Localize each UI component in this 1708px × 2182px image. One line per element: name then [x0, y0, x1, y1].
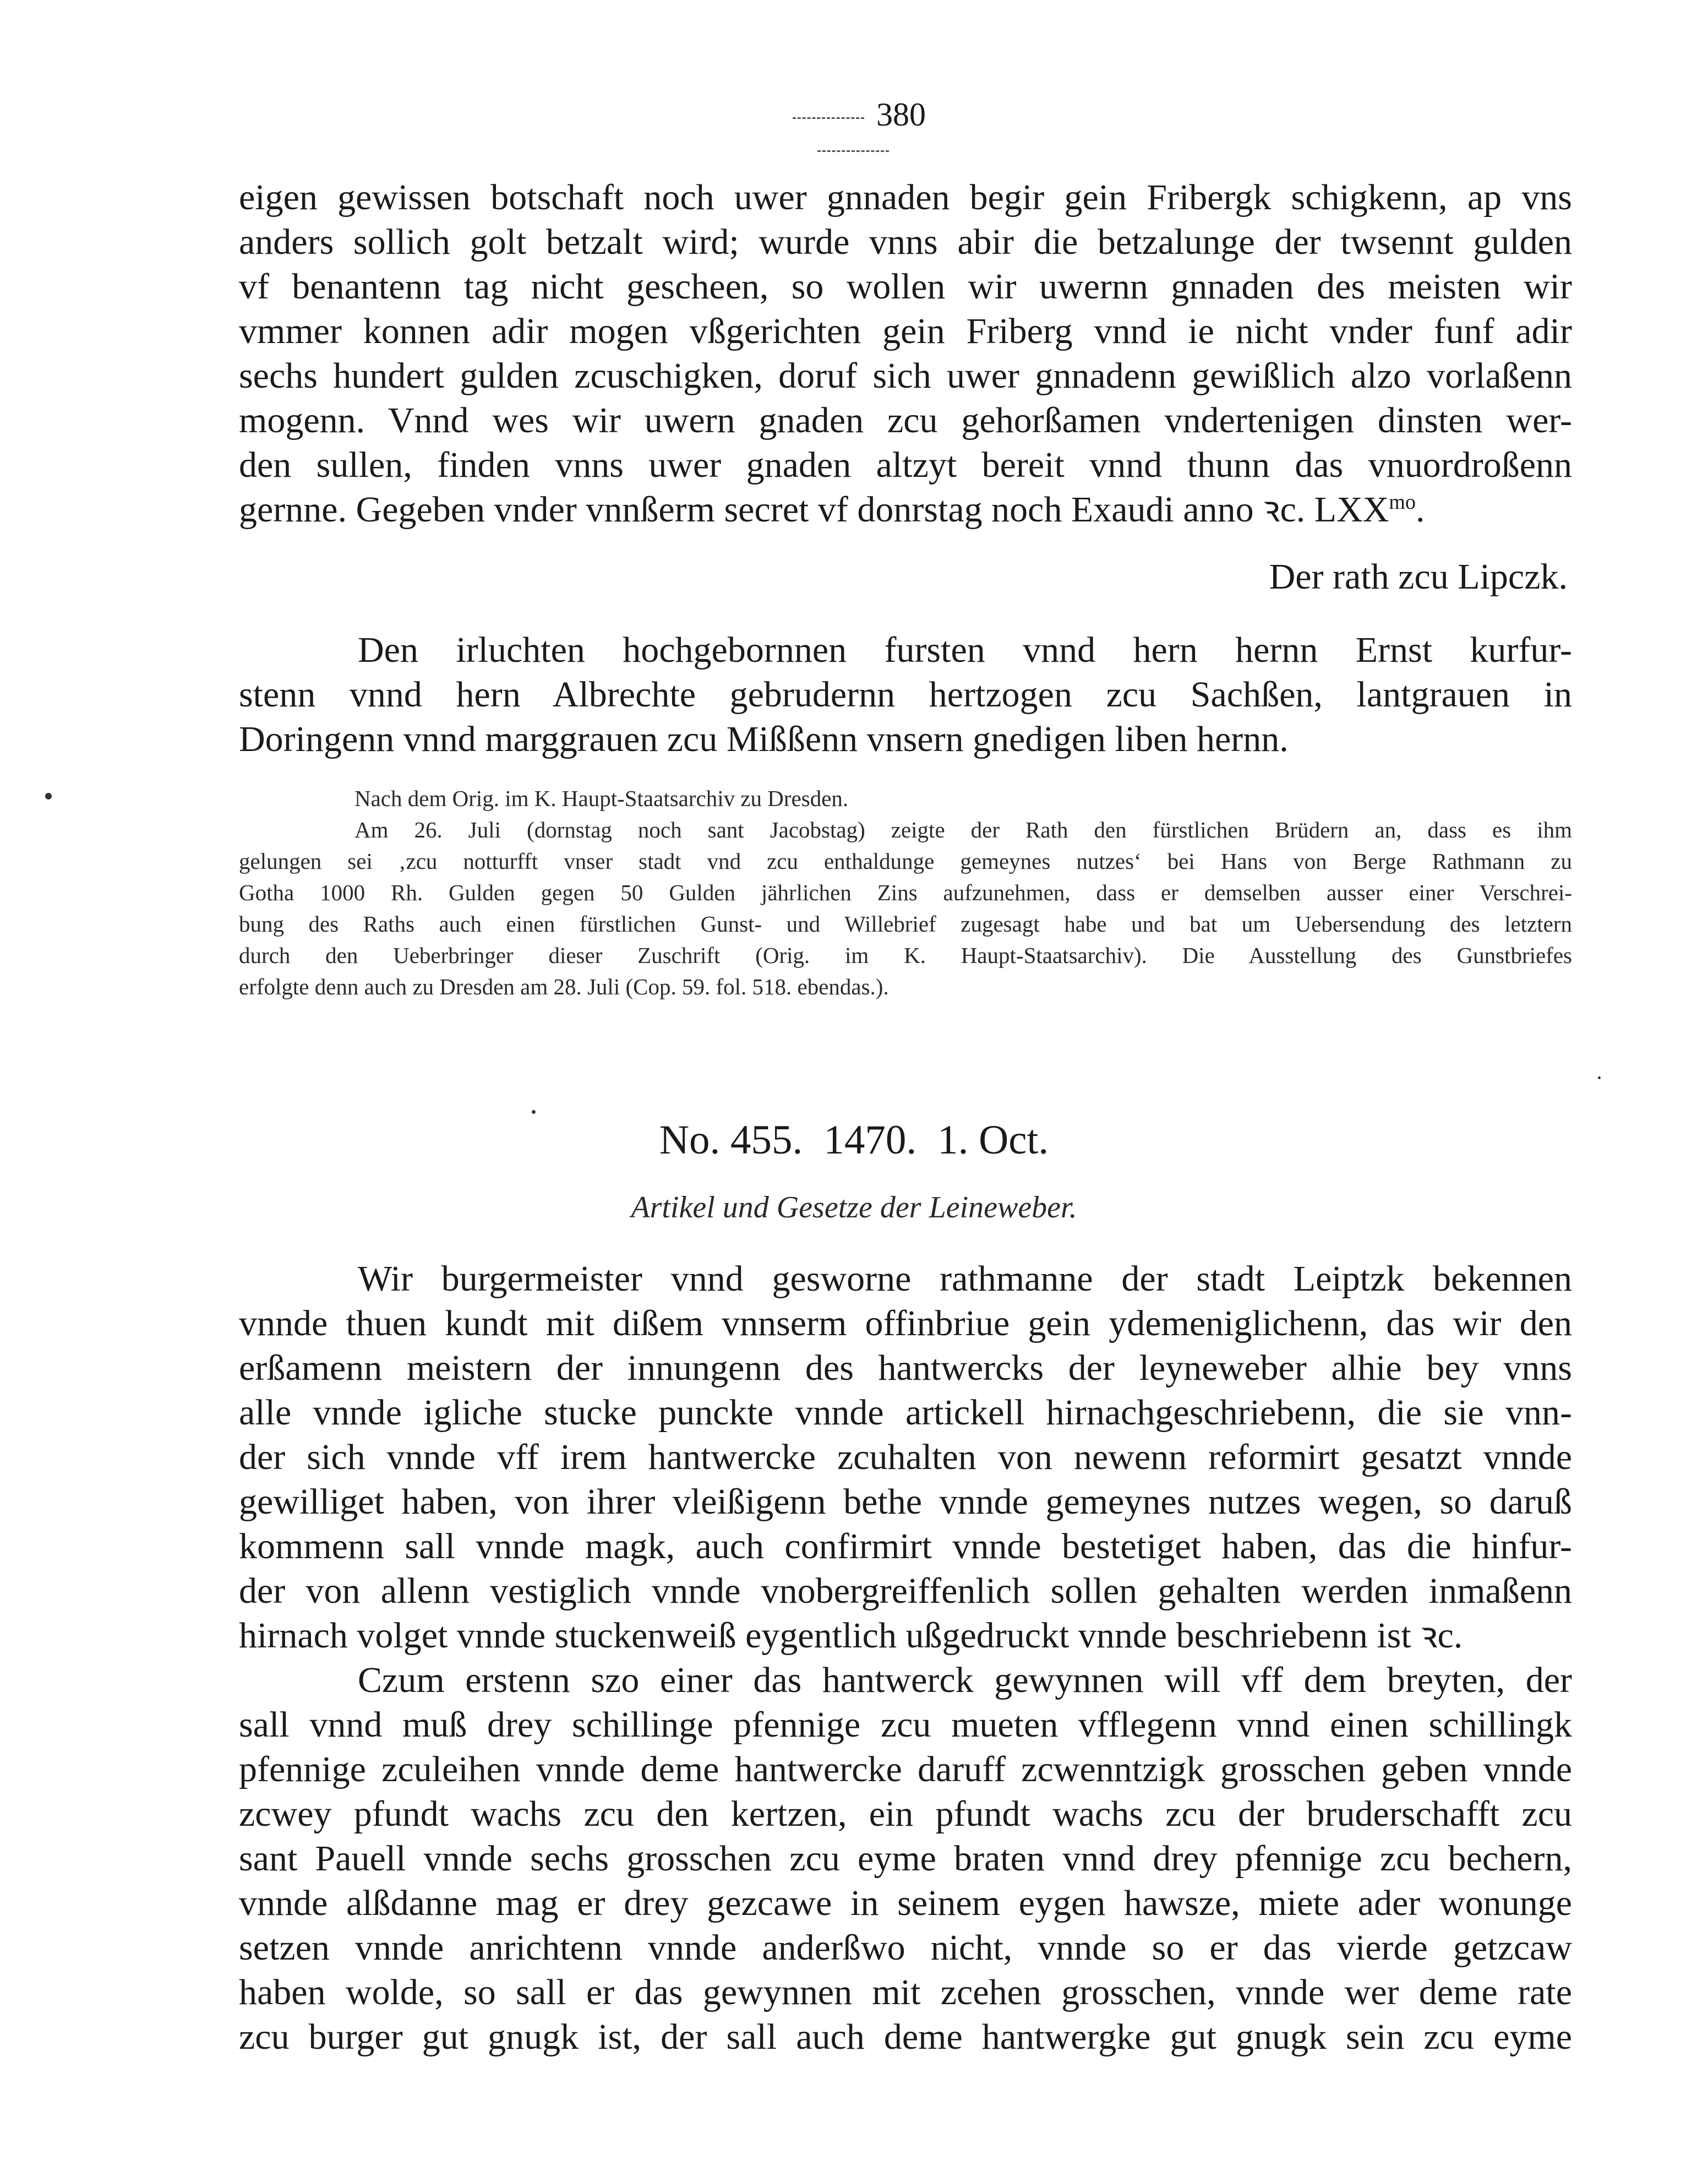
- paragraph-line: vnnde thuen kundt mit dißem vnnserm offinbriue gein ydemeniglichenn, das wir den: [239, 1303, 1572, 1343]
- paragraph-line: alle vnnde igliche stucke punckte vnnde artickell hirnachgeschriebenn, die sie vnn-: [239, 1392, 1572, 1433]
- document-date: 1. Oct.: [937, 1117, 1049, 1163]
- superscript: mo: [1389, 491, 1416, 514]
- letter-line: anders sollich golt betzalt wird; wurde vnns abir die betzalunge der twsennt gulden: [239, 222, 1572, 262]
- paragraph-line: zcwey pfundt wachs zcu den kertzen, ein pfundt wachs zcu der bruderschafft zcu: [239, 1794, 1572, 1834]
- note-line: bung des Raths auch einen fürstlichen Gunst- und Willebrief zugesagt habe und bat um Uebersendung des letztern: [239, 911, 1572, 937]
- paragraph-line: setzen vnnde anrichtenn vnnde anderßwo nicht, vnnde so er das vierde getzcaw: [239, 1928, 1572, 1968]
- scan-speck: [45, 793, 52, 799]
- source-line: Nach dem Orig. im K. Haupt-Staatsarchiv zu Dresden.: [354, 786, 849, 811]
- paragraph-line: erßamenn meistern der innungenn des hantwercks der leyneweber alhie bey vnns: [239, 1348, 1572, 1388]
- paragraph-line: Wir burgermeister vnnd gesworne rathmanne der stadt Leiptzk bekennen: [358, 1259, 1572, 1299]
- paragraph-line: haben wolde, so sall er das gewynnen mit zcehen grosschen, vnnde wer deme rate: [239, 1972, 1572, 2012]
- paragraph-line: der von allenn vestiglich vnnde vnobergreiffenlich sollen gehalten werden inmaßenn: [239, 1571, 1572, 1611]
- document-subtitle: Artikel und Gesetze der Leineweber.: [631, 1190, 1077, 1225]
- paragraph-line: Czum erstenn szo einer das hantwerck gewynnen will vff dem breyten, der: [358, 1660, 1572, 1700]
- letter-line: sechs hundert gulden zcuschigken, doruf sich uwer gnnadenn gewißlich alzo vorlaßenn: [239, 356, 1572, 396]
- document-heading: [0, 1119, 1708, 1161]
- paragraph-line: pfennige zculeihen vnnde deme hantwercke daruff zcwenntzigk grosschen geben vnnde: [239, 1749, 1572, 1789]
- letter-last-line-end: .: [1415, 489, 1425, 530]
- document-number: No. 455.: [659, 1117, 803, 1163]
- document-paragraph-1: [239, 1256, 1572, 1658]
- ornament-rule-left: [793, 117, 864, 119]
- paragraph-line: zcu burger gut gnugk ist, der sall auch deme hantwergke gut gnugk sein zcu eyme: [239, 2017, 1572, 2057]
- paragraph-line: kommenn sall vnnde magk, auch confirmirt vnnde bestetiget haben, das die hinfur-: [239, 1526, 1572, 1566]
- page-number-text: 380: [876, 96, 926, 133]
- scan-speck: [1598, 1076, 1601, 1079]
- letter-line: eigen gewissen botschaft noch uwer gnnaden begir gein Fribergk schigkenn, ap vns: [239, 177, 1572, 217]
- note-line: erfolgte denn auch zu Dresden am 28. Juli (Cop. 59. fol. 518. ebendas.).: [239, 974, 889, 999]
- note-line: Am 26. Juli (dornstag noch sant Jacobstag) zeigte der Rath den fürstlichen Brüdern an, dass es ihm: [354, 817, 1572, 842]
- note-line: Gotha 1000 Rh. Gulden gegen 50 Gulden jährlichen Zins aufzunehmen, dass er demselben ausser einer Verschrei-: [239, 880, 1572, 905]
- note-line: durch den Ueberbringer dieser Zuschrift (Orig. im K. Haupt-Staatsarchiv). Die Ausstellung des Gunstbriefes: [239, 943, 1572, 968]
- paragraph-line: gewilliget haben, von ihrer vleißigenn bethe vnnde gemeynes nutzes wegen, so daruß: [239, 1482, 1572, 1522]
- paragraph-line: der sich vnnde vff irem hantwercke zcuhalten von newenn reformirt gesatzt vnnde: [239, 1437, 1572, 1477]
- address-line: Doringenn vnnd marggrauen zcu Mißßenn vnsern gnedigen liben hernn.: [239, 719, 1289, 759]
- letter-last-line: [239, 487, 1572, 532]
- address-line: Den irluchten hochgebornnen fursten vnnd hern hernn Ernst kurfur-: [358, 630, 1572, 670]
- document-year: 1470.: [823, 1117, 917, 1163]
- ornament-rule-right: [817, 150, 889, 152]
- paragraph-line: sant Pauell vnnde sechs grosschen zcu eyme braten vnnd drey pfennige zcu bechern,: [239, 1838, 1572, 1879]
- letter-body: [239, 175, 1572, 532]
- paragraph-line: vnnde alßdanne mag er drey gezcawe in seinem eygen hawsze, miete ader wonunge: [239, 1883, 1572, 1923]
- letter-line: vf benantenn tag nicht gescheen, so wollen wir uwernn gnnaden des meisten wir: [239, 266, 1572, 307]
- document-paragraph-2: [239, 1658, 1572, 2059]
- letter-line: mogenn. Vnnd wes wir uwern gnaden zcu gehorßamen vndertenigen dinsten wer-: [239, 400, 1572, 440]
- paragraph-line: sall vnnd muß drey schillinge pfennige zcu mueten vfflegenn vnnd einen schillingk: [239, 1705, 1572, 1745]
- paragraph-line: hirnach volget vnnde stuckenweiß eygentlich ußgedruckt vnnde beschriebenn ist ꝛc.: [239, 1615, 1463, 1656]
- page-number: [743, 98, 963, 164]
- letter-line: den sullen, finden vnns uwer gnaden altzyt bereit vnnd thunn das vnuordroßenn: [239, 445, 1572, 485]
- scan-speck: [532, 1110, 536, 1114]
- address-line: stenn vnnd hern Albrechte gebrudernn hertzogen zcu Sachßen, lantgrauen in: [239, 674, 1572, 715]
- letter-line: vmmer konnen adir mogen vßgerichten gein Friberg vnnd ie nicht vnder funf adir: [239, 311, 1572, 351]
- letter-last-line-text: gernne. Gegeben vnder vnnßerm secret vf donrstag noch Exaudi anno ꝛc. LXX: [239, 489, 1389, 530]
- note-line: gelungen sei ‚zcu notturfft vnser stadt vnd zcu enthaldunge gemeynes nutzes‘ bei Hans von Berge Rathmann zu: [239, 848, 1572, 874]
- address-block: [239, 628, 1572, 761]
- source-notes: [239, 783, 1572, 1003]
- signature: Der rath zcu Lipczk.: [1269, 557, 1568, 597]
